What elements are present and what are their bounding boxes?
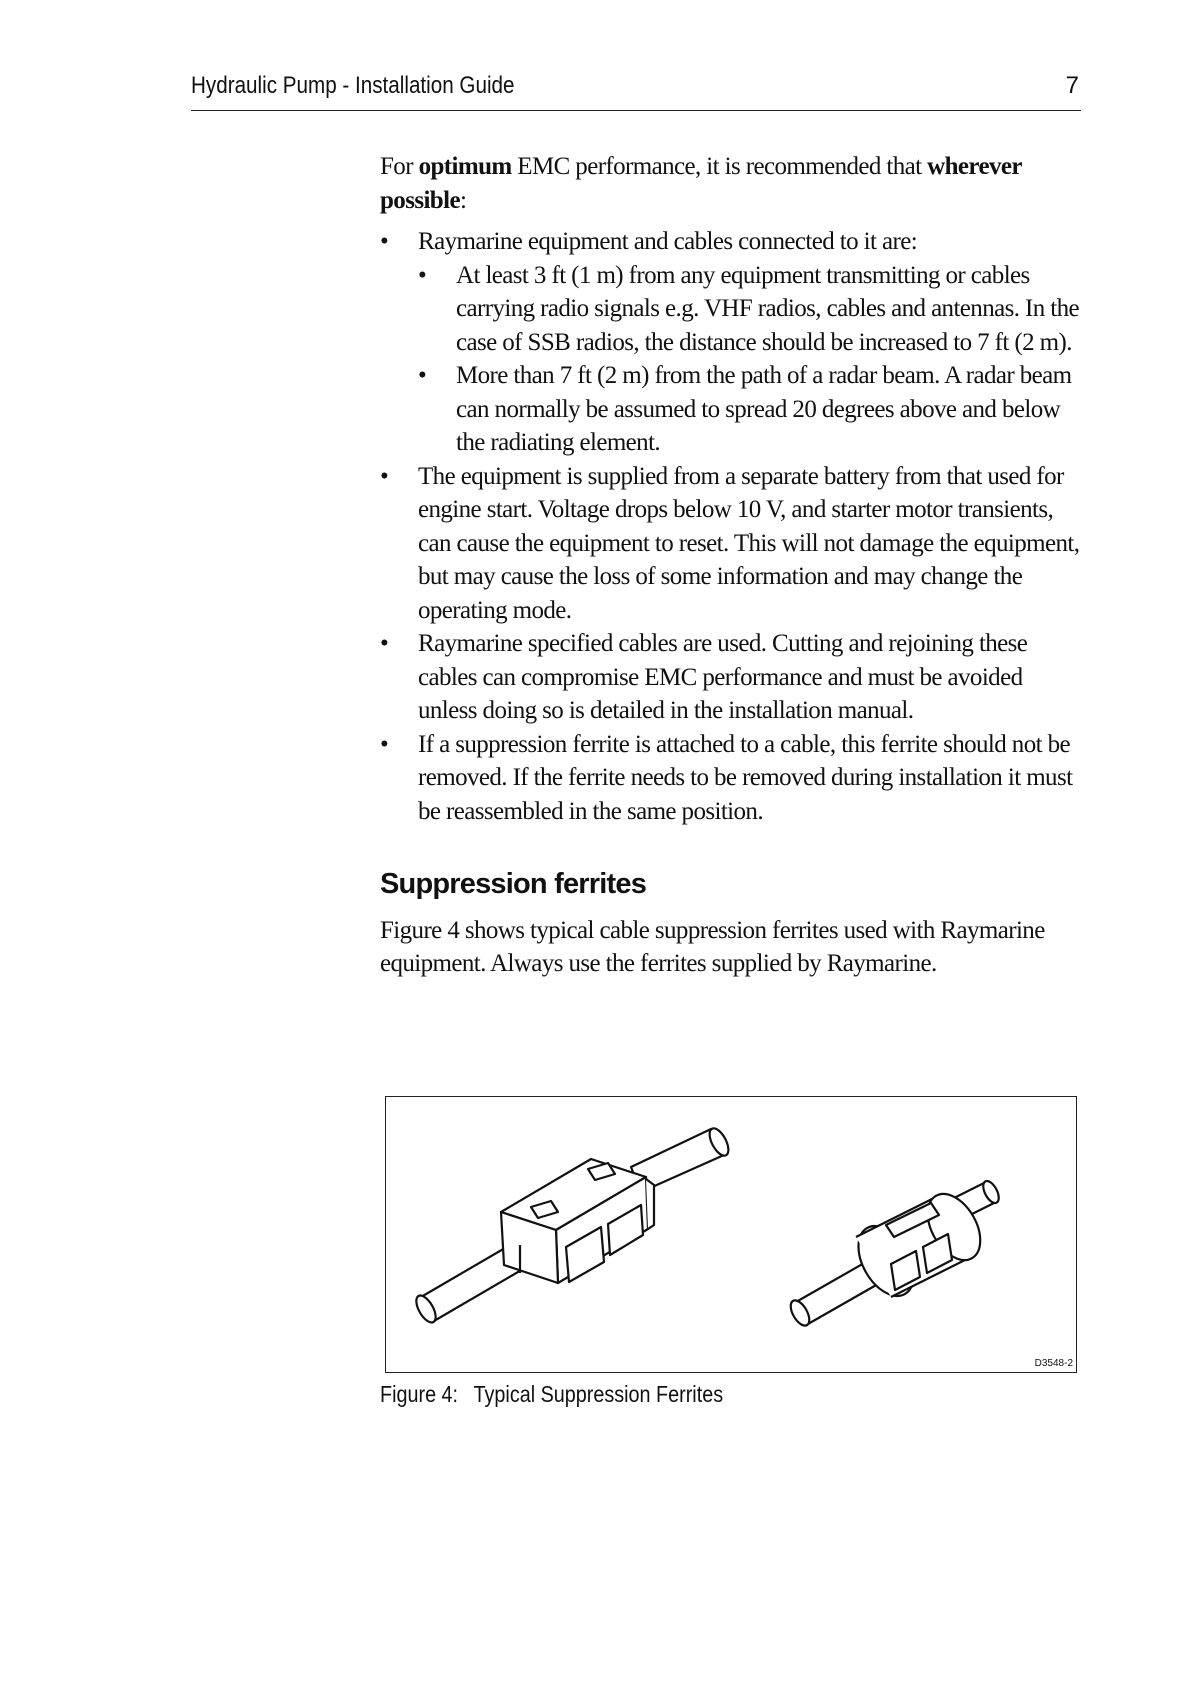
caption-number: Figure 4:: [380, 1381, 459, 1407]
ferrite-illustration: [386, 1097, 1078, 1374]
list-item: • More than 7 ft (2 m) from the path of a radar beam. A radar beam can normally be assumed to spread 20 degrees above and below the radiating element.: [418, 359, 1080, 460]
figure-code: D3548-2: [1034, 1358, 1073, 1369]
page-content: [380, 150, 1080, 981]
page-number: 7: [1065, 72, 1079, 99]
recommendation-list: [380, 225, 1080, 828]
intro-paragraph: For optimum EMC performance, it is recommended that wherever possible:: [380, 153, 1022, 214]
list-item: • If a suppression ferrite is attached to a cable, this ferrite should not be removed. If the ferrite needs to be removed during installation it must be reassembled in the same position.: [380, 728, 1080, 829]
round-ferrite-drawing: [787, 1179, 1002, 1329]
figure-caption: [380, 1381, 723, 1408]
list-item: • Raymarine specified cables are used. Cutting and rejoining these cables can compromise EMC performance and must be avoided unless doing so is detailed in the installation manual.: [380, 627, 1080, 728]
list-item: • At least 3 ft (1 m) from any equipment transmitting or cables carrying radio signals e.g. VHF radios, cables and antennas. In the case of SSB radios, the distance should be increased to 7 ft (2 m).: [418, 259, 1080, 360]
list-item: • The equipment is supplied from a separate battery from that used for engine start. Voltage drops below 10 V, and starter motor transients, can cause the equipment to reset. This will not damage the equipment, but may cause the loss of some information and may change the operating mode.: [380, 460, 1080, 628]
square-ferrite-drawing: [412, 1125, 732, 1325]
header-title: Hydraulic Pump - Installation Guide: [191, 72, 515, 99]
section-heading: Suppression ferrites: [380, 868, 647, 900]
section-paragraph: Figure 4 shows typical cable suppression ferrites used with Raymarine equipment. Always use the ferrites supplied by Raymarine.: [380, 916, 1045, 977]
caption-title: Typical Suppression Ferrites: [473, 1381, 724, 1407]
ferrite-figure: [385, 1096, 1077, 1373]
distance-sublist: [418, 259, 1080, 460]
page-header: [191, 70, 1081, 111]
list-item: • Raymarine equipment and cables connected to it are: • At least 3 ft (1 m) from any equipment transmitting or cables carrying radio signals e.g. VHF radios, cables and antennas. In the case of SSB radios, the distance should be increased to 7 ft (2 m). • More than 7 ft (2 m) from the path of a radar beam. A radar beam can normally be assumed to spread 20 degrees above and below the radiating element.: [380, 225, 1080, 460]
